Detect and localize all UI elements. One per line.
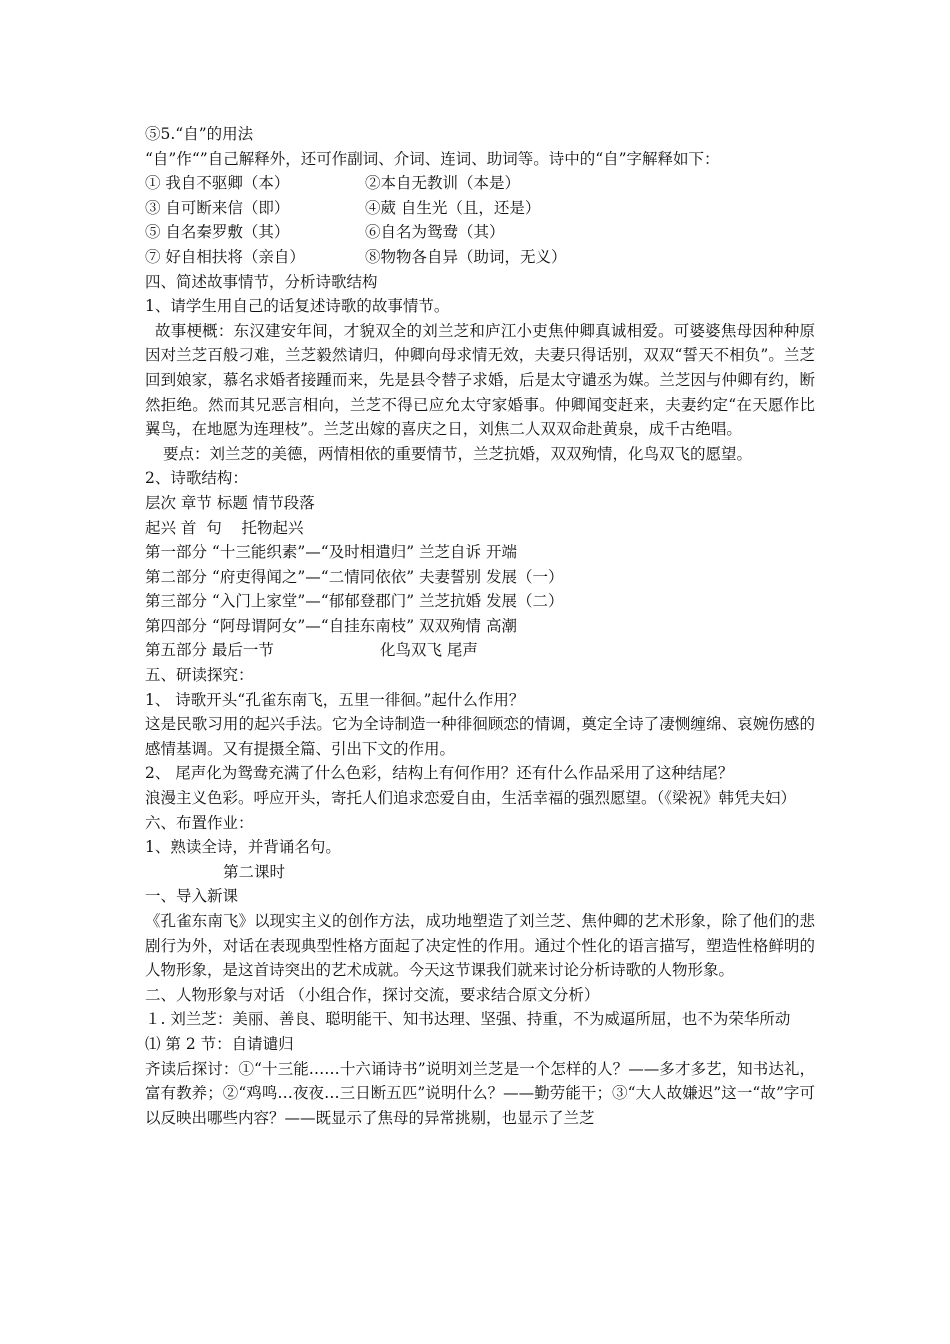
heading-zi-usage: ⑤5.“自”的用法 <box>145 125 254 143</box>
list-item <box>145 171 815 196</box>
intro-paragraph: 《孔雀东南飞》以现实主义的创作方法，成功地塑造了刘兰芝、焦仲卿的艺术形象，除了他们的悲剧行为外，对话在表现典型性格方面起了决定性的作用。通过个性化的语言描写，塑造性格鲜明的人物形象，是这首诗突出的艺术成就。今天这节课我们就来讨论分析诗歌的人物形象。 <box>145 912 815 980</box>
key-points-line: 要点：刘兰芝的美德，两情相依的重要情节，兰芝抗婚，双双殉情，化鸟双飞的愿望。 <box>163 444 753 463</box>
lesson-title: 第二课时 <box>223 862 286 881</box>
structure-row: 第二部分 “府吏得闻之”—“二情同依依” 夫妻誓别 发展（一） <box>145 567 564 586</box>
section-heading: 五、研读探究： <box>145 666 254 685</box>
structure-header: 层次 章节 标题 情节段落 <box>145 493 315 512</box>
list-item-right: ④葳 自生光（且，还是） <box>365 198 541 217</box>
section-heading: 四、简述故事情节，分析诗歌结构 <box>145 272 378 291</box>
question-line: 2、 尾声化为鸳鸯充满了什么色彩，结构上有何作用？还有什么作品采用了这种结尾？ <box>145 764 734 783</box>
question-line: 1、 诗歌开头“孔雀东南飞，五里一徘徊。”起什么作用？ <box>145 690 525 709</box>
structure-row: 第四部分 “阿母谓阿女”—“自挂东南枝” 双双殉情 高潮 <box>145 616 517 635</box>
text-line: ⑴ 第 2 节：自请谴归 <box>145 1034 294 1053</box>
text-line: 2、诗歌结构： <box>145 469 248 488</box>
section-heading: 二、人物形象与对话 （小组合作，探讨交流，要求结合原文分析） <box>145 985 600 1004</box>
structure-row: 第三部分 “入门上家堂”—“郁郁登郡门” 兰芝抗婚 发展（二） <box>145 592 564 611</box>
section-heading: 一、导入新课 <box>145 887 239 906</box>
text-line: 1、熟读全诗，并背诵名句。 <box>145 838 341 857</box>
list-item <box>145 220 815 245</box>
list-item-right: ⑧物物各自异（助词，无义） <box>365 247 567 266</box>
structure-row-right: 化鸟双飞 尾声 <box>380 641 478 660</box>
structure-row: 起兴 首 句 托物起兴 <box>145 518 304 537</box>
text-line: “自”作“”自己解释外，还可作副词、介词、连词、助词等。诗中的“自”字解释如下： <box>145 149 720 168</box>
discussion-paragraph: 齐读后探讨：①“十三能……十六诵诗书”说明刘兰芝是一个怎样的人？——多才多艺，知书达礼，富有教养；②“鸡鸣…夜夜…三日断五匹”说明什么？——勤劳能干；③“大人故嫌迟”这一“故”字可以反映出哪些内容？——既显示了焦母的异常挑剔，也显示了兰芝 <box>145 1059 815 1127</box>
list-item-right: ⑥自名为鸳鸯（其） <box>365 223 505 242</box>
story-summary-paragraph: 故事梗概：东汉建安年间，才貌双全的刘兰芝和庐江小吏焦仲卿真诚相爱。可婆婆焦母因种种原因对兰芝百般刁难，兰芝毅然请归，仲卿向母求情无效，夫妻只得话别，双双“誓天不相负”。兰芝回到娘家，慕名求婚者接踵而来，先是县令替子求婚，后是太守谴丞为媒。兰芝因与仲卿有约，断然拒绝。然而其兄恶言相向，兰芝不得已应允太守家婚事。仲卿闻变赶来，夫妻约定“在天愿作比翼鸟，在地愿为连理枝”。兰芝出嫁的喜庆之日，刘焦二人双双命赴黄泉，成千古绝唱。 <box>145 321 815 439</box>
list-item-left: ③ 自可断来信（即） <box>145 198 290 217</box>
document-page <box>145 122 815 1130</box>
text-line: 1、请学生用自己的话复述诗歌的故事情节。 <box>145 297 450 316</box>
list-item-left: ① 我自不驱卿（本） <box>145 174 290 193</box>
list-item-left: ⑦ 好自相扶将（亲自） <box>145 247 305 266</box>
list-item-left: ⑤ 自名秦罗敷（其） <box>145 223 290 242</box>
answer-paragraph: 这是民歌习用的起兴手法。它为全诗制造一种徘徊顾恋的情调，奠定全诗了凄恻缠绵、哀婉伤感的感情基调。又有提摄全篇、引出下文的作用。 <box>145 715 815 758</box>
list-item <box>145 196 815 221</box>
section-heading: 六、布置作业： <box>145 813 254 832</box>
answer-paragraph: 浪漫主义色彩。呼应开头，寄托人们追求恋爱自由，生活幸福的强烈愿望。（《梁祝》韩凭夫妇） <box>145 789 797 808</box>
list-item <box>145 245 815 270</box>
text-line: １. 刘兰芝：美丽、善良、聪明能干、知书达理、坚强、持重，不为威逼所屈，也不为荣华所动 <box>145 1010 791 1029</box>
list-item-right: ②本自无教训（本是） <box>365 174 521 193</box>
structure-row: 第一部分 “十三能织素”—“及时相遣归” 兰芝自诉 开端 <box>145 543 517 562</box>
structure-row <box>145 638 815 663</box>
structure-row-left: 第五部分 最后一节 <box>145 641 274 660</box>
